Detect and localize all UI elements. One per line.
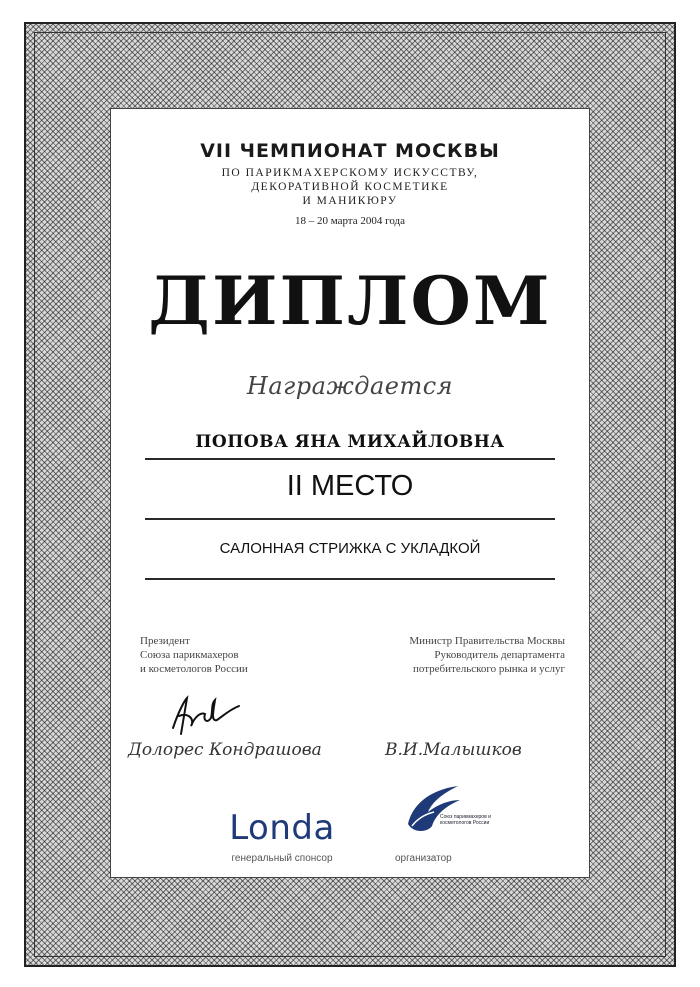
competition-category: САЛОННАЯ СТРИЖКА С УКЛАДКОЙ (219, 540, 481, 557)
right-signatory-role (330, 634, 565, 676)
left-role-line-3: и косметологов России (140, 663, 248, 675)
left-signatory-name: Долорес Кондрашова (128, 740, 322, 760)
championship-title: VII ЧЕМПИОНАТ МОСКВЫ (200, 140, 500, 162)
right-signatory-name: В.И.Малышков (385, 740, 522, 760)
organizer-caption: организатор (395, 853, 452, 864)
divider-line (145, 518, 555, 520)
championship-dates: 18 – 20 марта 2004 года (294, 215, 406, 227)
subtitle-line-3: И МАНИКЮРУ (302, 195, 398, 207)
subtitle-line-1: ПО ПАРИКМАХЕРСКОМУ ИСКУССТВУ, (221, 167, 479, 179)
diploma-title: ДИПЛОМ (148, 262, 552, 340)
right-role-line-1: Министр Правительства Москвы (409, 635, 565, 647)
right-role-line-3: потребительского рынка и услуг (412, 663, 565, 675)
divider-line (145, 458, 555, 460)
right-role-line-2: Руководитель департамента (434, 649, 565, 661)
handwritten-signature (165, 690, 245, 740)
divider-line (145, 578, 555, 580)
place-award: II МЕСТО (286, 470, 414, 502)
awarded-label: Награждается (246, 372, 454, 400)
subtitle-line-2: ДЕКОРАТИВНОЙ КОСМЕТИКЕ (251, 181, 449, 193)
left-role-line-1: Президент (140, 635, 190, 647)
left-signatory-role (140, 634, 310, 676)
londa-logo: Londa (229, 808, 335, 848)
general-sponsor-caption: генеральный спонсор (231, 853, 333, 864)
left-role-line-2: Союза парикмахеров (140, 649, 239, 661)
organizer-logo-text: Союз парикмахеров и косметологов России (440, 814, 491, 826)
recipient-name: ПОПОВА ЯНА МИХАЙЛОВНА (195, 432, 505, 452)
championship-subtitle (110, 166, 590, 208)
organizer-logo-icon (398, 782, 468, 842)
